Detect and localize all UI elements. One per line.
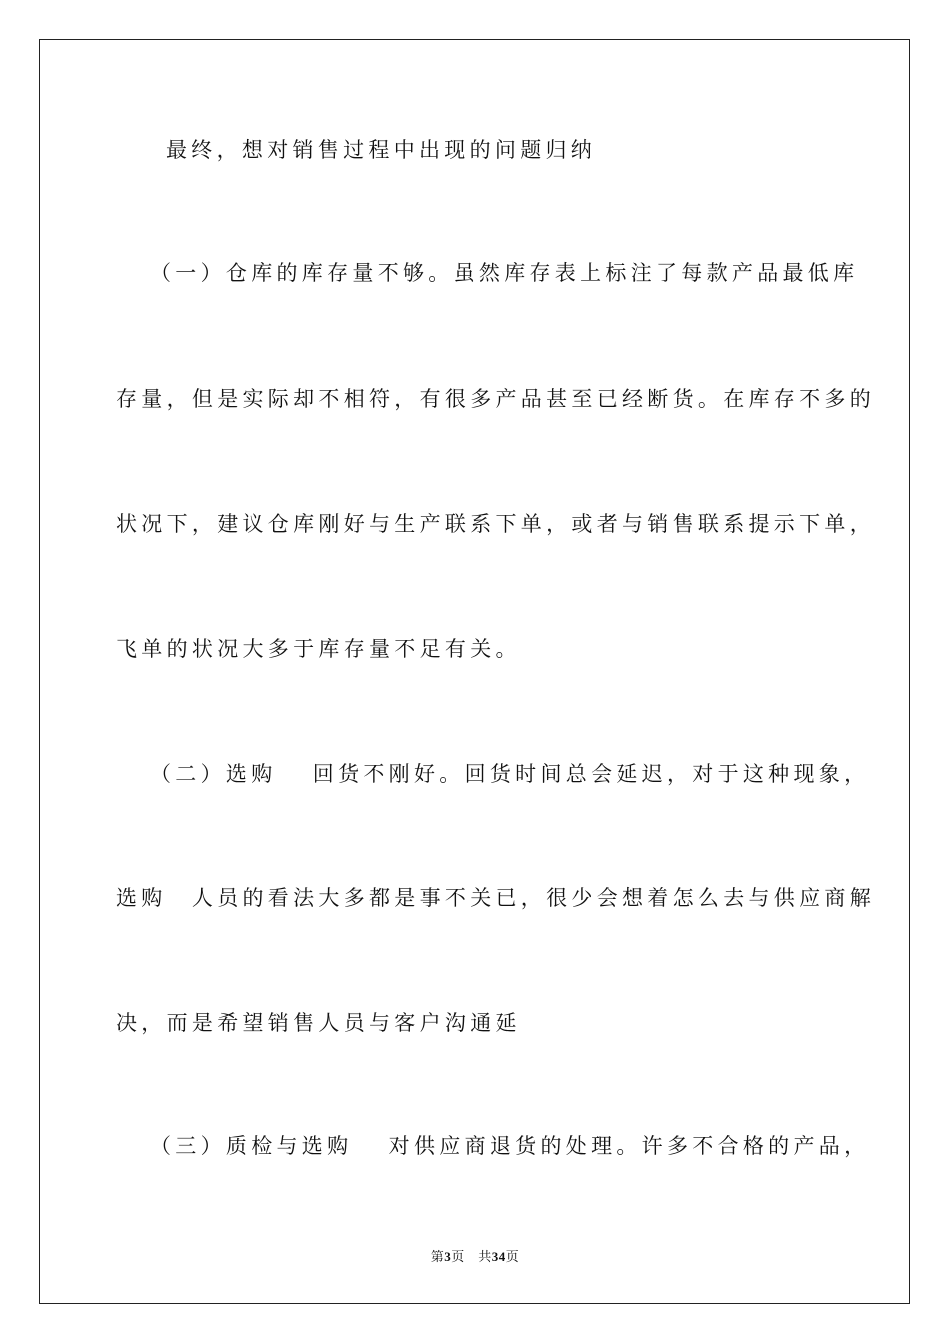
footer-total-pages: 34 <box>491 1249 506 1264</box>
page-footer <box>0 1246 950 1265</box>
paragraph-line: （二）选购 回货不刚好。回货时间总会延迟，对于这种现象， <box>150 762 870 786</box>
footer-page-suffix: 页 <box>505 1249 520 1264</box>
paragraph-line: 存量，但是实际却不相符，有很多产品甚至已经断货。在库存不多的 <box>116 387 875 411</box>
paragraph-line: 飞单的状况大多于库存量不足有关。 <box>116 637 521 661</box>
footer-page-number: 3 <box>444 1249 452 1264</box>
paragraph-line: 最终，想对销售过程中出现的问题归纳 <box>166 138 597 162</box>
paragraph-line: 选购 人员的看法大多都是事不关已，很少会想着怎么去与供应商解 <box>116 886 875 910</box>
paragraph-line: 决，而是希望销售人员与客户沟通延 <box>116 1011 521 1035</box>
footer-page-mid: 页 共 <box>451 1249 492 1264</box>
footer-page-prefix: 第 <box>430 1249 445 1264</box>
paragraph-line: 状况下，建议仓库刚好与生产联系下单，或者与销售联系提示下单， <box>116 512 875 536</box>
paragraph-line: （三）质检与选购 对供应商退货的处理。许多不合格的产品， <box>150 1134 870 1158</box>
page-border <box>39 39 910 1304</box>
paragraph-line: （一）仓库的库存量不够。虽然库存表上标注了每款产品最低库 <box>150 261 859 285</box>
